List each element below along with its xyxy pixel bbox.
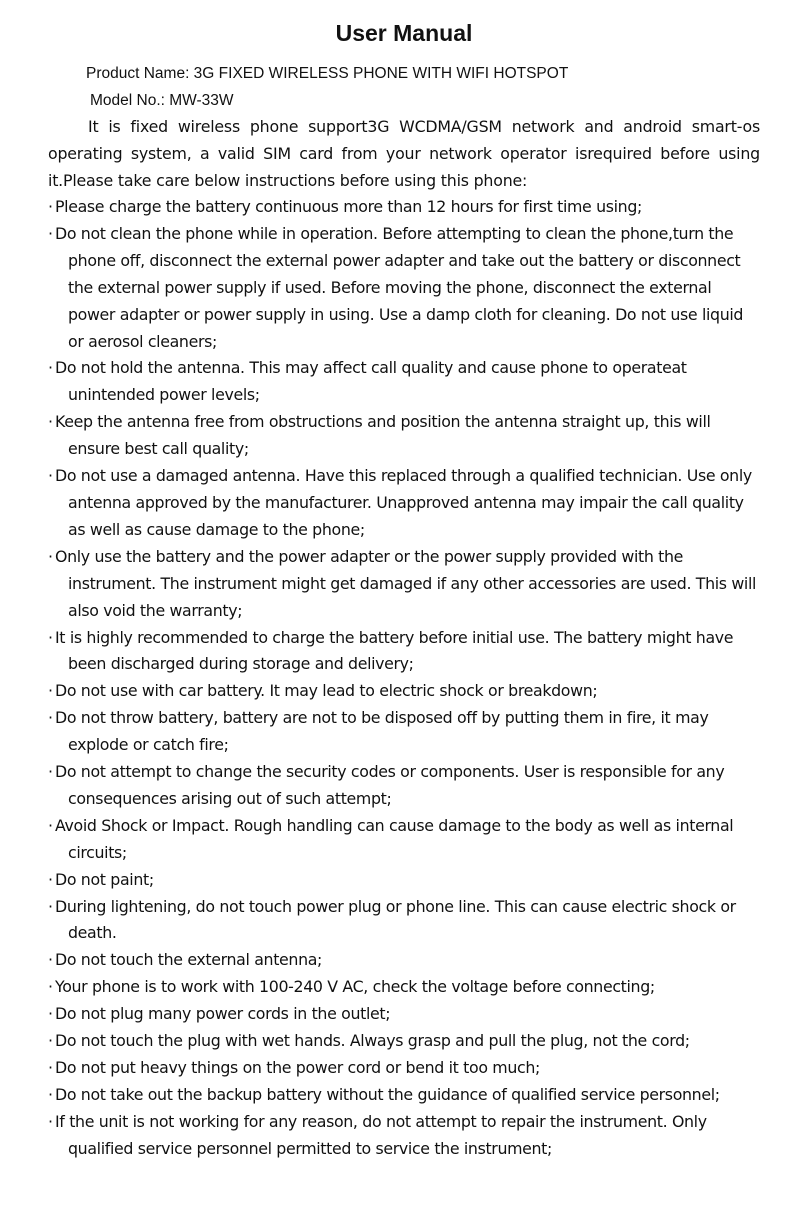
list-item-text: Only use the battery and the power adapter or the power supply provided with the instrument. The instrument might get damaged if any other accessories are used. This will also void the warranty; [55,546,757,620]
bullet-icon: · [48,627,53,647]
list-item [48,1082,760,1109]
page-title: User Manual [335,20,473,46]
bullet-icon: · [48,197,53,216]
bullet-icon: · [48,1058,53,1077]
list-item-text: Do not paint; [55,869,154,889]
list-item-text: Keep the antenna free from obstructions and position the antenna straight up, this will ensure best call quality; [55,412,711,459]
bullet-icon: · [48,466,53,486]
list-item-text: Your phone is to work with 100-240 V AC, check the voltage before connecting; [55,977,655,997]
list-item [48,867,760,894]
list-item-text: During lightening, do not touch power plug or phone line. This can cause electric shock or death. [55,896,736,943]
list-item [48,705,760,759]
list-item-text: Do not use with car battery. It may lead to electric shock or breakdown; [55,681,598,701]
bullet-icon: · [48,815,53,835]
list-item-text: Avoid Shock or Impact. Rough handling can cause damage to the body as well as internal circuits; [55,815,734,862]
list-item [48,194,760,221]
list-item [48,974,760,1001]
bullet-icon: · [48,358,53,378]
list-item [48,813,760,867]
bullet-icon: · [48,762,53,782]
bullet-icon: · [48,950,53,970]
bullet-icon: · [48,1084,53,1104]
bullet-icon: · [48,223,53,243]
list-item [48,355,760,409]
bullet-icon: · [48,681,53,701]
list-item-text: If the unit is not working for any reason, do not attempt to repair the instrument. Only qualified service personnel permitted to service the instrument; [55,1111,707,1158]
list-item [48,221,760,356]
list-item-text: Please charge the battery continuous more than 12 hours for first time using; [55,197,642,216]
list-item-text: Do not put heavy things on the power cord or bend it too much; [55,1058,540,1077]
bullet-icon: · [48,546,53,566]
list-item [48,759,760,813]
list-item [48,463,760,544]
safety-instructions-list [48,194,760,1163]
model-number: Model No.: MW-33W [90,92,234,109]
list-item [48,894,760,948]
product-name: Product Name: 3G FIXED WIRELESS PHONE WITH WIFI HOTSPOT [86,65,569,82]
list-item-text: Do not throw battery, battery are not to be disposed off by putting them in fire, it may explode or catch fire; [55,708,709,755]
intro-paragraph: It is fixed wireless phone support3G WCDMA/GSM network and android smart-os operating system, a valid SIM card from your network operator isrequired before using it.Please take care below instructions before using this phone: [48,117,760,190]
list-item-text: Do not plug many power cords in the outlet; [55,1004,391,1024]
bullet-icon: · [48,1004,53,1024]
bullet-icon: · [48,1111,53,1131]
list-item [48,1109,760,1163]
bullet-icon: · [48,869,53,889]
bullet-icon: · [48,412,53,432]
bullet-icon: · [48,708,53,728]
list-item-text: Do not hold the antenna. This may affect call quality and cause phone to operateat unintended power levels; [55,358,687,405]
list-item-text: Do not take out the backup battery without the guidance of qualified service personnel; [55,1084,720,1104]
bullet-icon: · [48,896,53,916]
list-item [48,1055,760,1082]
list-item-text: Do not touch the plug with wet hands. Always grasp and pull the plug, not the cord; [55,1031,690,1051]
bullet-icon: · [48,1031,53,1051]
list-item-text: It is highly recommended to charge the battery before initial use. The battery might have been discharged during storage and delivery; [55,627,734,674]
list-item-text: Do not clean the phone while in operation. Before attempting to clean the phone,turn the phone off, disconnect the external power adapter and take out the battery or disconnect the external power supply if used. Before moving the phone, disconnect the external power adapter or power supply in using. Use a damp cloth for cleaning. Do not use liquid or aerosol cleaners; [55,223,744,351]
bullet-icon: · [48,977,53,997]
list-item [48,1001,760,1028]
list-item [48,544,760,625]
list-item-text: Do not touch the external antenna; [55,950,323,970]
list-item [48,947,760,974]
list-item [48,678,760,705]
list-item [48,625,760,679]
list-item-text: Do not use a damaged antenna. Have this replaced through a qualified technician. Use only antenna approved by the manufacturer. Unapproved antenna may impair the call quality as well as cause damage to the phone; [55,466,752,539]
list-item [48,409,760,463]
list-item [48,1028,760,1055]
list-item-text: Do not attempt to change the security codes or components. User is responsible for any consequences arising out of such attempt; [55,762,725,808]
